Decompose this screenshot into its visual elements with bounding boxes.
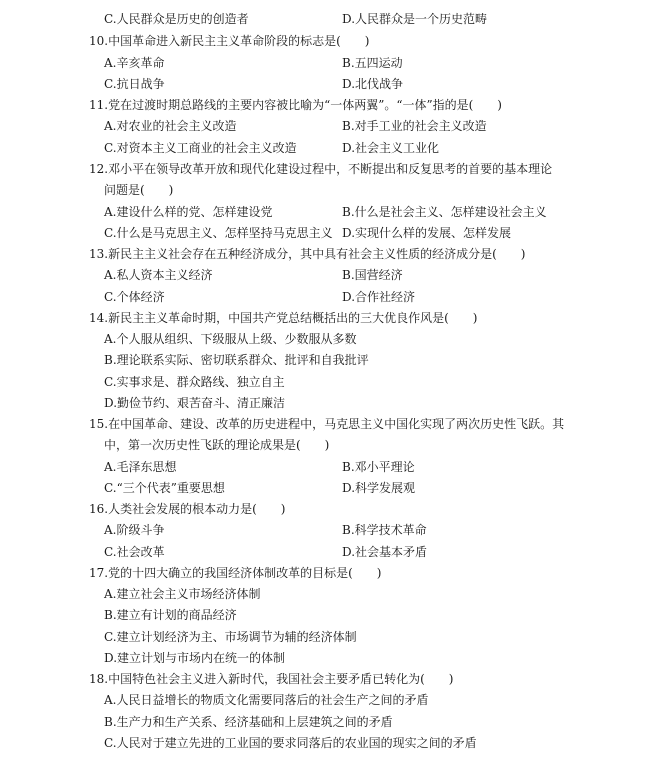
q10-option-d: D.北伐战争 (342, 77, 404, 91)
question-16-options-cd (0, 542, 654, 563)
q14-option-d: D.勤俭节约、艰苦奋斗、清正廉洁 (104, 396, 286, 410)
q18-option-b: B.生产力和生产关系、经济基础和上层建筑之间的矛盾 (104, 715, 393, 729)
q12-option-c: C.什么是马克思主义、怎样坚持马克思主义 (104, 226, 333, 240)
q9-option-c: C.人民群众是历史的创造者 (104, 12, 249, 26)
question-18-option-c-row (0, 733, 654, 754)
question-9-options-cd (0, 9, 654, 30)
q16-option-c: C.社会改革 (104, 545, 165, 559)
q16-option-a: A.阶级斗争 (104, 523, 165, 537)
q11-option-d: D.社会主义工业化 (342, 141, 440, 155)
q17-option-c: C.建立计划经济为主、市场调节为辅的经济体制 (104, 630, 357, 644)
q18-option-c: C.人民对于建立先进的工业国的要求同落后的农业国的现实之间的矛盾 (104, 736, 477, 750)
q13-option-d: D.合作社经济 (342, 290, 416, 304)
q9-option-d: D.人民群众是一个历史范畴 (342, 12, 488, 26)
question-12-stem-line-1: 12.邓小平在领导改革开放和现代化建设过程中，不断提出和反复思考的首要的基本理论 (89, 162, 553, 176)
q10-option-b: B.五四运动 (342, 56, 403, 70)
q13-option-b: B.国营经济 (342, 268, 403, 282)
question-14-option-a-row (0, 329, 654, 350)
q12-option-d: D.实现什么样的发展、怎样发展 (342, 226, 512, 240)
q12-option-b: B.什么是社会主义、怎样建设社会主义 (342, 205, 547, 219)
q11-option-a: A.对农业的社会主义改造 (104, 119, 237, 133)
q12-option-a: A.建设什么样的党、怎样建设党 (104, 205, 273, 219)
question-10-options-ab (0, 53, 654, 74)
question-14-option-c-row (0, 372, 654, 393)
q11-option-b: B.对手工业的社会主义改造 (342, 119, 487, 133)
question-10-options-cd (0, 74, 654, 95)
q10-option-a: A.辛亥革命 (104, 56, 165, 70)
question-17-option-a-row (0, 584, 654, 605)
question-18-stem: 18.中国特色社会主义进入新时代，我国社会主要矛盾已转化为( ) (89, 672, 454, 686)
question-17-option-b-row (0, 605, 654, 626)
question-12-stem-line-2: 问题是( ) (104, 183, 174, 197)
q15-option-c: C.“三个代表”重要思想 (104, 481, 225, 495)
q18-option-a: A.人民日益增长的物质文化需要同落后的社会生产之间的矛盾 (104, 693, 429, 707)
q14-option-c: C.实事求是、群众路线、独立自主 (104, 375, 285, 389)
question-12-options-ab (0, 202, 654, 223)
question-15-stem-line-1: 15.在中国革命、建设、改革的历史进程中，马克思主义中国化实现了两次历史性飞跃。其 (89, 417, 565, 431)
question-10-stem: 10.中国革命进入新民主主义革命阶段的标志是( ) (89, 34, 370, 48)
q13-option-c: C.个体经济 (104, 290, 165, 304)
q11-option-c: C.对资本主义工商业的社会主义改造 (104, 141, 297, 155)
question-13-options-cd (0, 287, 654, 308)
q14-option-b: B.理论联系实际、密切联系群众、批评和自我批评 (104, 353, 369, 367)
question-13-stem: 13.新民主主义社会存在五种经济成分，其中具有社会主义性质的经济成分是( ) (89, 247, 526, 261)
question-11-options-ab (0, 116, 654, 137)
question-15-options-cd (0, 478, 654, 499)
question-17-option-c-row (0, 627, 654, 648)
question-11-stem: 11.党在过渡时期总路线的主要内容被比喻为“一体两翼”。“一体”指的是( ) (89, 98, 502, 112)
question-17-stem: 17.党的十四大确立的我国经济体制改革的目标是( ) (89, 566, 382, 580)
question-17-option-d-row (0, 648, 654, 669)
q15-option-d: D.科学发展观 (342, 481, 416, 495)
q16-option-d: D.社会基本矛盾 (342, 545, 428, 559)
question-14-stem: 14.新民主主义革命时期，中国共产党总结概括出的三大优良作风是( ) (89, 311, 478, 325)
q17-option-a: A.建立社会主义市场经济体制 (104, 587, 261, 601)
q14-option-a: A.个人服从组织、下级服从上级、少数服从多数 (104, 332, 357, 346)
question-15-stem-line-2: 中，第一次历史性飞跃的理论成果是( ) (104, 438, 330, 452)
q10-option-c: C.抗日战争 (104, 77, 165, 91)
question-18-option-a-row (0, 690, 654, 711)
question-18-option-b-row (0, 712, 654, 733)
q13-option-a: A.私人资本主义经济 (104, 268, 213, 282)
q17-option-d: D.建立计划与市场内在统一的体制 (104, 651, 286, 665)
q15-option-a: A.毛泽东思想 (104, 460, 177, 474)
question-14-option-b-row (0, 350, 654, 371)
question-11-options-cd (0, 138, 654, 159)
question-16-options-ab (0, 520, 654, 541)
q16-option-b: B.科学技术革命 (342, 523, 427, 537)
q17-option-b: B.建立有计划的商品经济 (104, 608, 237, 622)
question-15-options-ab (0, 457, 654, 478)
question-16-stem: 16.人类社会发展的根本动力是( ) (89, 502, 286, 516)
question-13-options-ab (0, 265, 654, 286)
question-14-option-d-row (0, 393, 654, 414)
q15-option-b: B.邓小平理论 (342, 460, 415, 474)
question-12-options-cd (0, 223, 654, 244)
